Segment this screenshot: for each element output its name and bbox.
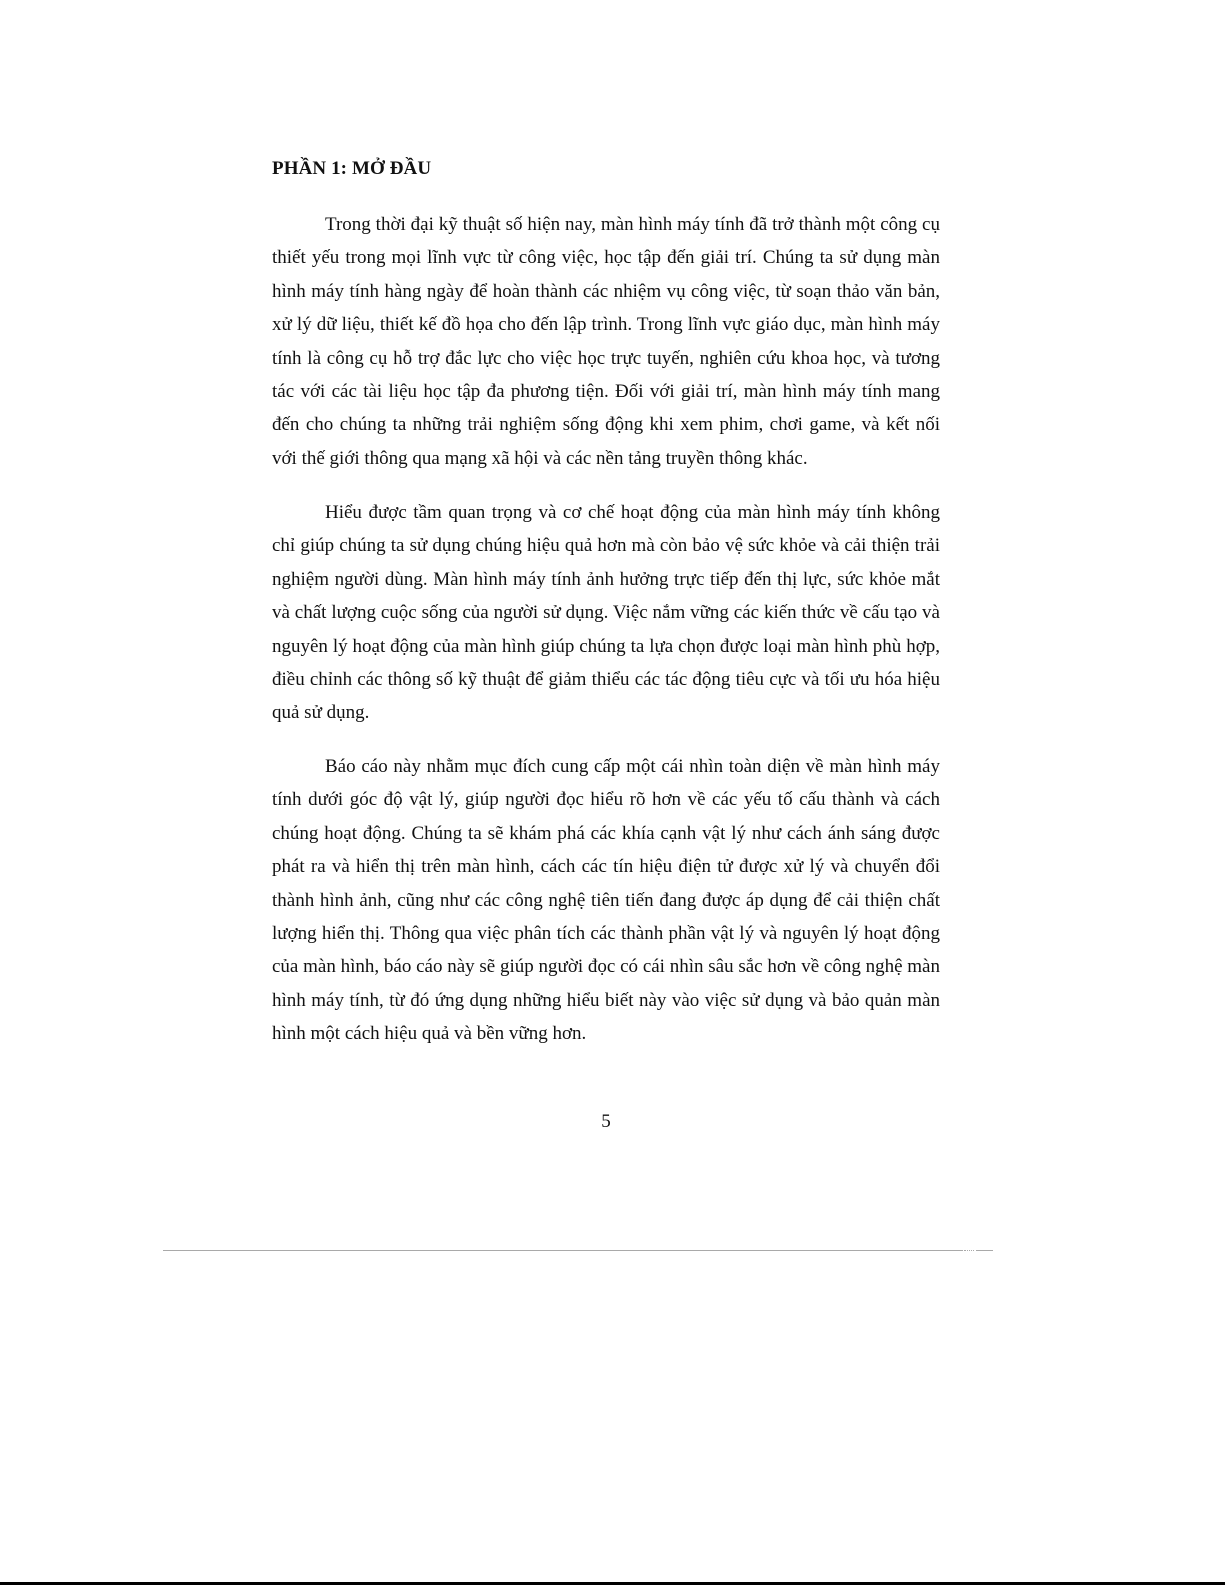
page-number: 5 <box>601 1111 611 1132</box>
paragraph-1: Trong thời đại kỹ thuật số hiện nay, màn hình máy tính đã trở thành một công cụ thiết yếu trong mọi lĩnh vực từ công việc, học tập đến giải trí. Chúng ta sử dụng màn hình máy tính hàng ngày để hoàn thành các nhiệm vụ công việc, từ soạn thảo văn bản, xử lý dữ liệu, thiết kế đồ họa cho đến lập trình. Trong lĩnh vực giáo dục, màn hình máy tính là công cụ hỗ trợ đắc lực cho việc học trực tuyến, nghiên cứu khoa học, và tương tác với các tài liệu học tập đa phương tiện. Đối với giải trí, màn hình máy tính mang đến cho chúng ta những trải nghiệm sống động khi xem phim, chơi game, và kết nối với thế giới thông qua mạng xã hội và các nền tảng truyền thông khác. <box>272 214 940 469</box>
paragraph-3: Báo cáo này nhằm mục đích cung cấp một cái nhìn toàn diện về màn hình máy tính dưới góc độ vật lý, giúp người đọc hiểu rõ hơn về các yếu tố cấu thành và cách chúng hoạt động. Chúng ta sẽ khám phá các khía cạnh vật lý như cách ánh sáng được phát ra và hiển thị trên màn hình, cách các tín hiệu điện tử được xử lý và chuyển đổi thành hình ảnh, cũng như các công nghệ tiên tiến đang được áp dụng để cải thiện chất lượng hiển thị. Thông qua việc phân tích các thành phần vật lý và nguyên lý hoạt động của màn hình, báo cáo này sẽ giúp người đọc có cái nhìn sâu sắc hơn về công nghệ màn hình máy tính, từ đó ứng dụng những hiểu biết này vào việc sử dụng và bảo quản màn hình một cách hiệu quả và bền vững hơn. <box>272 756 940 1045</box>
page-break-tail <box>976 1250 993 1251</box>
page-break-dots <box>964 1250 974 1251</box>
section-heading: PHẦN 1: MỞ ĐẦU <box>272 158 432 179</box>
paragraph-2: Hiểu được tầm quan trọng và cơ chế hoạt động của màn hình máy tính không chỉ giúp chúng ta sử dụng chúng hiệu quả hơn mà còn bảo vệ sức khỏe và cải thiện trải nghiệm người dùng. Màn hình máy tính ảnh hưởng trực tiếp đến thị lực, sức khỏe mắt và chất lượng cuộc sống của người sử dụng. Việc nắm vững các kiến thức về cấu tạo và nguyên lý hoạt động của màn hình giúp chúng ta lựa chọn được loại màn hình phù hợp, điều chỉnh các thông số kỹ thuật để giảm thiểu các tác động tiêu cực và tối ưu hóa hiệu quả sử dụng. <box>272 502 940 724</box>
page-break-line <box>163 1250 963 1251</box>
